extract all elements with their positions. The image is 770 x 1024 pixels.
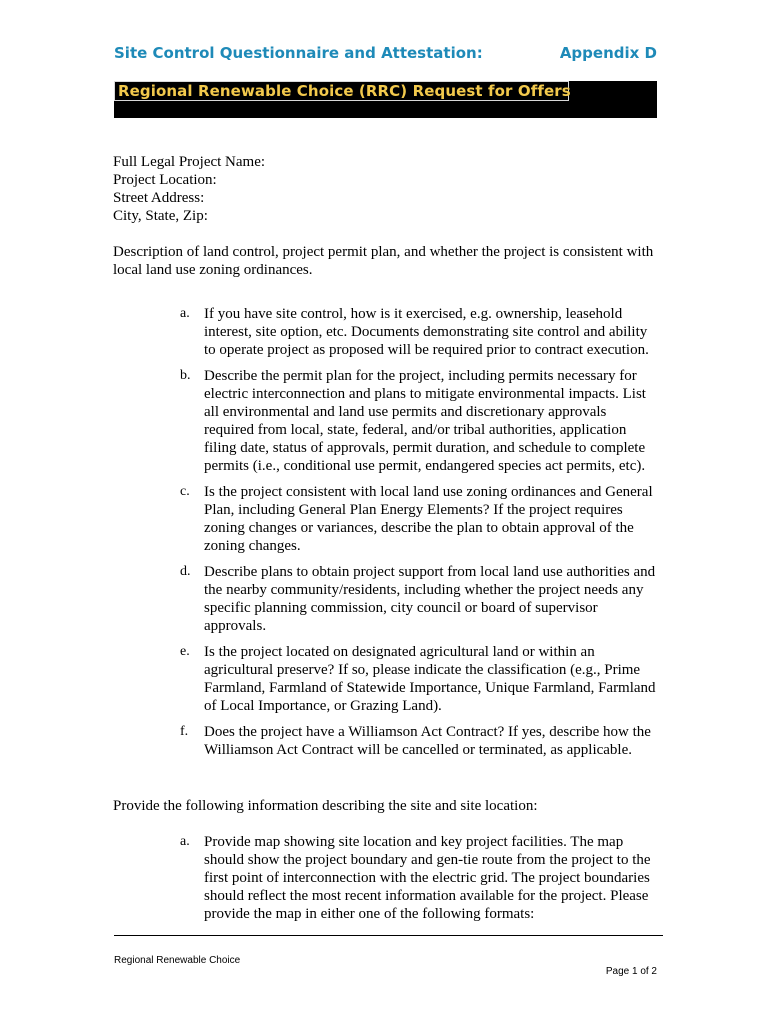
section1-list <box>180 305 660 759</box>
section1-intro: Description of land control, project permit plan, and whether the project is consistent with local land use zoning ordinances. <box>113 244 654 278</box>
list-marker: e. <box>180 644 190 659</box>
list-item <box>180 563 660 635</box>
list-item-text: Provide map showing site location and key project facilities. The map should show the project boundary and gen-tie route from the project to the first point of interconnection with the electric grid. The project boundaries should reflect the most recent information available for the project. Please provide the map in either one of the following formats: <box>204 834 651 922</box>
list-marker: b. <box>180 368 191 383</box>
footer-text: Regional Renewable Choice <box>114 955 241 966</box>
list-item <box>180 833 660 923</box>
section2-intro: Provide the following information describing the site and site location: <box>113 798 538 814</box>
document-title: Site Control Questionnaire and Attestation: <box>114 44 483 62</box>
footer-divider <box>114 935 663 936</box>
list-item-text: If you have site control, how is it exercised, e.g. ownership, leasehold interest, site option, etc. Documents demonstrating site control and ability to operate project as proposed will be required prior to contract execution. <box>204 306 649 358</box>
page-number: Page 1 of 2 <box>605 966 657 977</box>
list-marker: c. <box>180 484 190 499</box>
list-item <box>180 483 660 555</box>
list-item <box>180 643 660 715</box>
list-item <box>180 723 660 759</box>
field-project-name: Full Legal Project Name: <box>113 154 266 170</box>
field-street-address: Street Address: <box>113 190 205 206</box>
page-header <box>114 44 657 66</box>
field-project-location: Project Location: <box>113 172 217 188</box>
list-marker: a. <box>180 834 190 849</box>
list-marker: f. <box>180 724 189 739</box>
list-item-text: Describe the permit plan for the project, including permits necessary for electric interconnection and plans to mitigate environmental impacts. List all environmental and land use permits and discretionary approvals required from local, state, federal, and/or tribal authorities, application filing date, status of approvals, permit duration, and schedule to complete permits (i.e., conditional use permit, endangered species act permits, etc). <box>204 368 646 474</box>
appendix-label: Appendix D <box>559 44 657 62</box>
list-item-text: Is the project located on designated agricultural land or within an agricultural preserve? If so, please indicate the classification (e.g., Prime Farmland, Farmland of Statewide Importance, Unique Farmland, Farmland of Local Importance, or Grazing Land). <box>204 644 656 714</box>
list-item-text: Is the project consistent with local land use zoning ordinances and General Plan, including General Plan Energy Elements? If the project requires zoning changes or variances, describe the plan to obtain approval of the zoning changes. <box>204 484 653 554</box>
title-banner <box>114 81 657 118</box>
list-marker: d. <box>180 564 191 579</box>
banner-title: Regional Renewable Choice (RRC) Request for Offers <box>118 82 571 100</box>
list-item <box>180 305 660 359</box>
project-fields <box>113 153 265 225</box>
section2-list <box>180 833 660 923</box>
list-item-text: Describe plans to obtain project support from local land use authorities and the nearby community/residents, including whether the project needs any specific planning commission, city council or board of supervisor approvals. <box>204 564 656 634</box>
list-item-text: Does the project have a Williamson Act Contract? If yes, describe how the Williamson Act Contract will be cancelled or terminated, as applicable. <box>204 724 651 758</box>
list-marker: a. <box>180 306 190 321</box>
field-city-state-zip: City, State, Zip: <box>113 208 208 224</box>
list-item <box>180 367 660 475</box>
